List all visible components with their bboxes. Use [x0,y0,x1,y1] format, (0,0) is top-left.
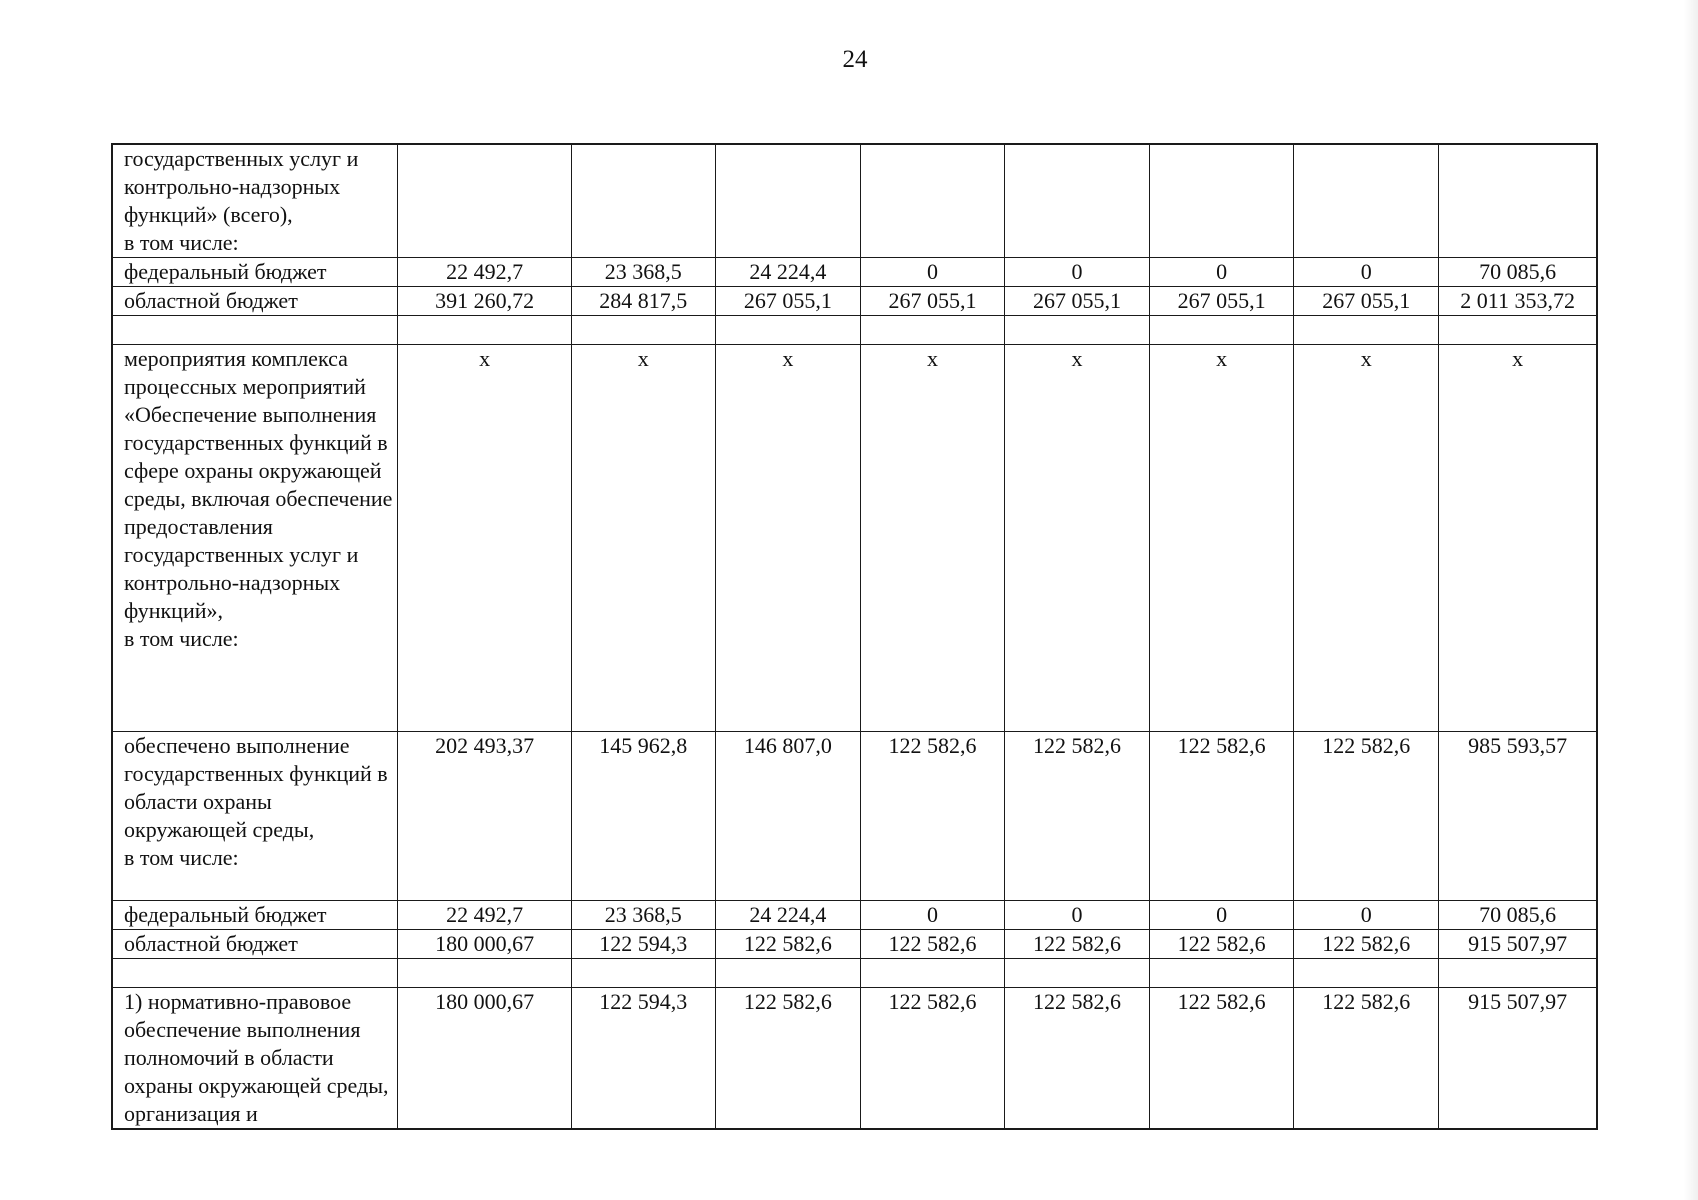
page-number: 24 [842,46,868,73]
empty-cell [1294,959,1439,988]
empty-cell [112,959,398,988]
value-cell [1439,144,1597,258]
table-row [112,287,1597,316]
row-label-cell [112,901,398,930]
value-cell: 0 [1294,901,1439,930]
value-cell: 122 582,6 [1004,988,1149,1130]
empty-cell [398,316,571,345]
value-cell: 23 368,5 [571,258,715,287]
value-cell [571,144,715,258]
row-label-cell [112,345,398,732]
value-cell: 122 594,3 [571,930,715,959]
empty-cell [1294,316,1439,345]
empty-cell [1439,959,1597,988]
value-cell: 24 224,4 [715,901,860,930]
value-cell: 180 000,67 [398,988,571,1130]
value-cell: 22 492,7 [398,258,571,287]
value-cell: 2 011 353,72 [1439,287,1597,316]
value-cell: 146 807,0 [715,732,860,901]
row-label-cell [112,732,398,901]
row-label: обеспечено выполнение государственных функций в области охраны окружающей среды, в том числе: [124,733,388,870]
table-row [112,258,1597,287]
value-cell: 70 085,6 [1439,258,1597,287]
value-cell: х [571,345,715,732]
empty-cell [715,959,860,988]
value-cell: 202 493,37 [398,732,571,901]
value-cell: 0 [860,901,1004,930]
value-cell: 70 085,6 [1439,901,1597,930]
value-cell: х [1294,345,1439,732]
value-cell: 122 582,6 [1294,732,1439,901]
value-cell [398,144,571,258]
row-label-cell [112,287,398,316]
empty-cell [1439,316,1597,345]
value-cell: 267 055,1 [860,287,1004,316]
row-label: областной бюджет [124,288,298,313]
value-cell: х [398,345,571,732]
empty-cell [571,316,715,345]
row-label: мероприятия комплекса процессных мероприятий «Обеспечение выполнения государственных функций в сфере охраны окружающей среды, включая обеспечение предоставления государственных услуг и контрольно-надзорных функций», в том числе: [124,346,393,651]
row-label-cell [112,988,398,1130]
value-cell [1004,144,1149,258]
empty-cell [398,959,571,988]
value-cell: 122 582,6 [715,930,860,959]
value-cell: 122 594,3 [571,988,715,1130]
value-cell: 267 055,1 [715,287,860,316]
empty-cell [571,959,715,988]
value-cell: 0 [860,258,1004,287]
value-cell: 23 368,5 [571,901,715,930]
empty-cell [1150,959,1294,988]
value-cell: 122 582,6 [1150,930,1294,959]
value-cell: х [1150,345,1294,732]
value-cell: 22 492,7 [398,901,571,930]
value-cell: 915 507,97 [1439,988,1597,1130]
row-label-cell [112,144,398,258]
separator-row [112,316,1597,345]
row-label: государственных услуг и контрольно-надзорных функций» (всего), в том числе: [124,146,359,255]
value-cell: 985 593,57 [1439,732,1597,901]
table-row [112,988,1597,1130]
value-cell: 122 582,6 [1004,930,1149,959]
value-cell: 145 962,8 [571,732,715,901]
table-body [112,144,1597,1129]
separator-row [112,959,1597,988]
value-cell: х [1439,345,1597,732]
value-cell: 122 582,6 [1294,988,1439,1130]
table-row [112,930,1597,959]
value-cell: 915 507,97 [1439,930,1597,959]
value-cell: 122 582,6 [1150,732,1294,901]
empty-cell [860,959,1004,988]
scan-edge-shading [1684,0,1698,1200]
value-cell: 122 582,6 [860,988,1004,1130]
value-cell: 122 582,6 [1004,732,1149,901]
value-cell: 122 582,6 [1150,988,1294,1130]
empty-cell [1004,316,1149,345]
value-cell: 122 582,6 [860,930,1004,959]
value-cell: 0 [1004,901,1149,930]
value-cell [1150,144,1294,258]
value-cell: 180 000,67 [398,930,571,959]
value-cell: 122 582,6 [1294,930,1439,959]
value-cell: х [715,345,860,732]
value-cell: 0 [1150,258,1294,287]
row-label: федеральный бюджет [124,259,327,284]
empty-cell [1004,959,1149,988]
value-cell: 267 055,1 [1004,287,1149,316]
table-row [112,144,1597,258]
value-cell: 284 817,5 [571,287,715,316]
row-label: федеральный бюджет [124,902,327,927]
value-cell [715,144,860,258]
empty-cell [112,316,398,345]
row-label-cell [112,258,398,287]
budget-table [111,143,1598,1130]
value-cell: 0 [1150,901,1294,930]
value-cell: 0 [1294,258,1439,287]
value-cell: 122 582,6 [715,988,860,1130]
value-cell: х [860,345,1004,732]
value-cell [860,144,1004,258]
empty-cell [860,316,1004,345]
value-cell: 24 224,4 [715,258,860,287]
table-row [112,732,1597,901]
table-row [112,901,1597,930]
value-cell: 267 055,1 [1294,287,1439,316]
empty-cell [715,316,860,345]
row-label: 1) нормативно-правовое обеспечение выполнения полномочий в области охраны окружающей среды, организация и [124,989,389,1126]
value-cell: 122 582,6 [860,732,1004,901]
value-cell [1294,144,1439,258]
row-label-cell [112,930,398,959]
value-cell: х [1004,345,1149,732]
row-label: областной бюджет [124,931,298,956]
empty-cell [1150,316,1294,345]
value-cell: 0 [1004,258,1149,287]
table-row [112,345,1597,732]
value-cell: 391 260,72 [398,287,571,316]
value-cell: 267 055,1 [1150,287,1294,316]
